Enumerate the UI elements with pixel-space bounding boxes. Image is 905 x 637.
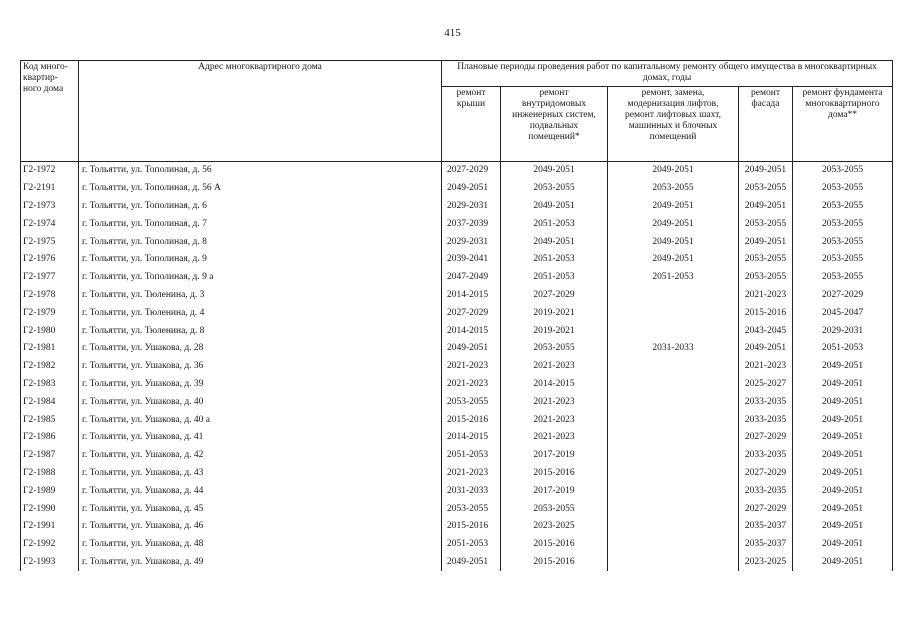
table-row	[21, 536, 893, 554]
cell-systems: 2053-2055	[501, 340, 608, 358]
cell-roof: 2051-2053	[442, 536, 501, 554]
cell-roof: 2021-2023	[442, 358, 501, 376]
cell-roof: 2021-2023	[442, 465, 501, 483]
cell-address: г. Тольятти, ул. Ушакова, д. 44	[79, 482, 442, 500]
cell-systems: 2053-2055	[501, 500, 608, 518]
cell-address: г. Тольятти, ул. Тюленина, д. 3	[79, 287, 442, 305]
table-row	[21, 500, 893, 518]
cell-systems: 2015-2016	[501, 465, 608, 483]
cell-code: Г2-1980	[21, 322, 79, 340]
cell-address: г. Тольятти, ул. Ушакова, д. 36	[79, 358, 442, 376]
cell-roof: 2015-2016	[442, 518, 501, 536]
cell-systems: 2051-2053	[501, 215, 608, 233]
table-row	[21, 376, 893, 394]
cell-foundation: 2053-2055	[793, 251, 893, 269]
cell-systems: 2049-2051	[501, 162, 608, 180]
cell-code: Г2-2191	[21, 180, 79, 198]
cell-facade: 2049-2051	[739, 233, 793, 251]
cell-facade: 2027-2029	[739, 500, 793, 518]
cell-lifts	[608, 465, 739, 483]
cell-lifts: 2049-2051	[608, 162, 739, 180]
cell-facade: 2021-2023	[739, 287, 793, 305]
table-row	[21, 482, 893, 500]
cell-roof: 2039-2041	[442, 251, 501, 269]
cell-lifts	[608, 429, 739, 447]
cell-lifts	[608, 411, 739, 429]
cell-systems: 2021-2023	[501, 429, 608, 447]
cell-lifts	[608, 500, 739, 518]
table-row	[21, 215, 893, 233]
cell-lifts	[608, 358, 739, 376]
cell-address: г. Тольятти, ул. Тополиная, д. 56 А	[79, 180, 442, 198]
cell-systems: 2021-2023	[501, 393, 608, 411]
cell-roof: 2049-2051	[442, 180, 501, 198]
cell-facade: 2021-2023	[739, 358, 793, 376]
cell-roof: 2037-2039	[442, 215, 501, 233]
table-row	[21, 233, 893, 251]
cell-facade: 2023-2025	[739, 554, 793, 572]
cell-systems: 2015-2016	[501, 536, 608, 554]
cell-code: Г2-1985	[21, 411, 79, 429]
cell-address: г. Тольятти, ул. Ушакова, д. 48	[79, 536, 442, 554]
cell-lifts: 2031-2033	[608, 340, 739, 358]
cell-address: г. Тольятти, ул. Ушакова, д. 46	[79, 518, 442, 536]
table-row	[21, 411, 893, 429]
cell-facade: 2033-2035	[739, 447, 793, 465]
cell-address: г. Тольятти, ул. Ушакова, д. 42	[79, 447, 442, 465]
cell-facade: 2053-2055	[739, 269, 793, 287]
table-row	[21, 198, 893, 216]
cell-code: Г2-1977	[21, 269, 79, 287]
table-row	[21, 429, 893, 447]
cell-address: г. Тольятти, ул. Ушакова, д. 28	[79, 340, 442, 358]
cell-systems: 2049-2051	[501, 198, 608, 216]
cell-systems: 2015-2016	[501, 554, 608, 572]
cell-facade: 2049-2051	[739, 162, 793, 180]
cell-code: Г2-1973	[21, 198, 79, 216]
cell-systems: 2051-2053	[501, 269, 608, 287]
cell-foundation: 2049-2051	[793, 358, 893, 376]
header-systems: ремонт внутридомовых инженерных систем, подвальных помещений*	[501, 86, 608, 161]
cell-lifts: 2049-2051	[608, 251, 739, 269]
cell-lifts	[608, 536, 739, 554]
table-row	[21, 180, 893, 198]
cell-lifts	[608, 554, 739, 572]
cell-roof: 2014-2015	[442, 429, 501, 447]
cell-systems: 2049-2051	[501, 233, 608, 251]
table-row	[21, 554, 893, 572]
cell-roof: 2053-2055	[442, 393, 501, 411]
cell-systems: 2017-2019	[501, 482, 608, 500]
cell-lifts	[608, 376, 739, 394]
cell-address: г. Тольятти, ул. Тополиная, д. 9	[79, 251, 442, 269]
cell-code: Г2-1979	[21, 304, 79, 322]
cell-code: Г2-1988	[21, 465, 79, 483]
cell-roof: 2047-2049	[442, 269, 501, 287]
cell-foundation: 2049-2051	[793, 411, 893, 429]
table-body	[21, 162, 893, 572]
cell-code: Г2-1972	[21, 162, 79, 180]
cell-foundation: 2053-2055	[793, 180, 893, 198]
header-foundation: ремонт фундамента многоквартирного дома**	[793, 86, 893, 161]
table-header	[21, 61, 893, 162]
cell-address: г. Тольятти, ул. Ушакова, д. 49	[79, 554, 442, 572]
cell-roof: 2027-2029	[442, 162, 501, 180]
table-row	[21, 304, 893, 322]
cell-systems: 2021-2023	[501, 358, 608, 376]
cell-foundation: 2053-2055	[793, 162, 893, 180]
cell-code: Г2-1991	[21, 518, 79, 536]
cell-code: Г2-1976	[21, 251, 79, 269]
cell-facade: 2049-2051	[739, 198, 793, 216]
cell-address: г. Тольятти, ул. Ушакова, д. 43	[79, 465, 442, 483]
cell-facade: 2033-2035	[739, 411, 793, 429]
cell-lifts	[608, 304, 739, 322]
cell-facade: 2035-2037	[739, 518, 793, 536]
cell-roof: 2029-2031	[442, 198, 501, 216]
cell-systems: 2014-2015	[501, 376, 608, 394]
table-row	[21, 340, 893, 358]
cell-facade: 2035-2037	[739, 536, 793, 554]
cell-lifts	[608, 447, 739, 465]
cell-code: Г2-1975	[21, 233, 79, 251]
header-address: Адрес многоквартирного дома	[79, 61, 442, 162]
cell-systems: 2021-2023	[501, 411, 608, 429]
cell-roof: 2021-2023	[442, 376, 501, 394]
cell-foundation: 2053-2055	[793, 269, 893, 287]
cell-address: г. Тольятти, ул. Тополиная, д. 7	[79, 215, 442, 233]
cell-systems: 2027-2029	[501, 287, 608, 305]
cell-code: Г2-1986	[21, 429, 79, 447]
header-roof: ремонт крыши	[442, 86, 501, 161]
cell-address: г. Тольятти, ул. Тополиная, д. 8	[79, 233, 442, 251]
cell-roof: 2049-2051	[442, 340, 501, 358]
cell-foundation: 2027-2029	[793, 287, 893, 305]
table-row	[21, 358, 893, 376]
cell-foundation: 2049-2051	[793, 393, 893, 411]
cell-lifts	[608, 482, 739, 500]
cell-facade: 2053-2055	[739, 251, 793, 269]
cell-code: Г2-1983	[21, 376, 79, 394]
cell-facade: 2027-2029	[739, 465, 793, 483]
cell-systems: 2053-2055	[501, 180, 608, 198]
cell-roof: 2029-2031	[442, 233, 501, 251]
cell-code: Г2-1992	[21, 536, 79, 554]
cell-lifts: 2049-2051	[608, 215, 739, 233]
cell-lifts	[608, 518, 739, 536]
table-row	[21, 322, 893, 340]
cell-lifts: 2053-2055	[608, 180, 739, 198]
cell-foundation: 2049-2051	[793, 447, 893, 465]
cell-systems: 2019-2021	[501, 322, 608, 340]
cell-foundation: 2049-2051	[793, 482, 893, 500]
cell-lifts: 2049-2051	[608, 233, 739, 251]
cell-address: г. Тольятти, ул. Ушакова, д. 41	[79, 429, 442, 447]
cell-address: г. Тольятти, ул. Тополиная, д. 6	[79, 198, 442, 216]
cell-code: Г2-1987	[21, 447, 79, 465]
cell-systems: 2017-2019	[501, 447, 608, 465]
cell-systems: 2023-2025	[501, 518, 608, 536]
cell-facade: 2049-2051	[739, 340, 793, 358]
cell-facade: 2053-2055	[739, 180, 793, 198]
cell-code: Г2-1982	[21, 358, 79, 376]
cell-address: г. Тольятти, ул. Тюленина, д. 8	[79, 322, 442, 340]
table-row	[21, 447, 893, 465]
cell-address: г. Тольятти, ул. Ушакова, д. 45	[79, 500, 442, 518]
cell-foundation: 2049-2051	[793, 429, 893, 447]
table-row	[21, 162, 893, 180]
cell-code: Г2-1990	[21, 500, 79, 518]
cell-address: г. Тольятти, ул. Ушакова, д. 39	[79, 376, 442, 394]
cell-roof: 2014-2015	[442, 322, 501, 340]
capital-repair-table	[20, 60, 893, 571]
header-facade: ремонт фасада	[739, 86, 793, 161]
table-row	[21, 465, 893, 483]
table-row	[21, 251, 893, 269]
cell-address: г. Тольятти, ул. Тюленина, д. 4	[79, 304, 442, 322]
cell-roof: 2027-2029	[442, 304, 501, 322]
cell-foundation: 2053-2055	[793, 215, 893, 233]
cell-facade: 2033-2035	[739, 393, 793, 411]
cell-roof: 2051-2053	[442, 447, 501, 465]
cell-facade: 2033-2035	[739, 482, 793, 500]
cell-facade: 2043-2045	[739, 322, 793, 340]
cell-code: Г2-1978	[21, 287, 79, 305]
cell-foundation: 2049-2051	[793, 500, 893, 518]
cell-foundation: 2051-2053	[793, 340, 893, 358]
cell-roof: 2014-2015	[442, 287, 501, 305]
cell-code: Г2-1981	[21, 340, 79, 358]
cell-lifts: 2049-2051	[608, 198, 739, 216]
cell-systems: 2019-2021	[501, 304, 608, 322]
cell-foundation: 2049-2051	[793, 536, 893, 554]
cell-address: г. Тольятти, ул. Ушакова, д. 40 а	[79, 411, 442, 429]
cell-roof: 2053-2055	[442, 500, 501, 518]
cell-foundation: 2049-2051	[793, 554, 893, 572]
cell-facade: 2015-2016	[739, 304, 793, 322]
header-lifts: ремонт, замена, модернизация лифтов, ремонт лифтовых шахт, машинных и блочных помещений	[608, 86, 739, 161]
table-row	[21, 269, 893, 287]
cell-foundation: 2029-2031	[793, 322, 893, 340]
cell-foundation: 2053-2055	[793, 233, 893, 251]
page-number: 415	[444, 27, 461, 39]
header-periods: Плановые периоды проведения работ по капитальному ремонту общего имущества в многоквартирных домах, годы	[442, 61, 893, 87]
header-code: Код много- квартир- ного дома	[21, 61, 79, 162]
cell-foundation: 2049-2051	[793, 465, 893, 483]
cell-roof: 2049-2051	[442, 554, 501, 572]
cell-facade: 2053-2055	[739, 215, 793, 233]
table-row	[21, 518, 893, 536]
cell-roof: 2031-2033	[442, 482, 501, 500]
cell-systems: 2051-2053	[501, 251, 608, 269]
cell-facade: 2025-2027	[739, 376, 793, 394]
table-row	[21, 287, 893, 305]
cell-foundation: 2049-2051	[793, 518, 893, 536]
cell-facade: 2027-2029	[739, 429, 793, 447]
cell-roof: 2015-2016	[442, 411, 501, 429]
cell-code: Г2-1993	[21, 554, 79, 572]
cell-code: Г2-1984	[21, 393, 79, 411]
cell-lifts	[608, 287, 739, 305]
cell-foundation: 2049-2051	[793, 376, 893, 394]
cell-lifts: 2051-2053	[608, 269, 739, 287]
cell-foundation: 2053-2055	[793, 198, 893, 216]
table-row	[21, 393, 893, 411]
cell-lifts	[608, 322, 739, 340]
cell-address: г. Тольятти, ул. Ушакова, д. 40	[79, 393, 442, 411]
cell-address: г. Тольятти, ул. Тополиная, д. 9 а	[79, 269, 442, 287]
cell-address: г. Тольятти, ул. Тополиная, д. 56	[79, 162, 442, 180]
cell-foundation: 2045-2047	[793, 304, 893, 322]
cell-code: Г2-1989	[21, 482, 79, 500]
cell-lifts	[608, 393, 739, 411]
cell-code: Г2-1974	[21, 215, 79, 233]
